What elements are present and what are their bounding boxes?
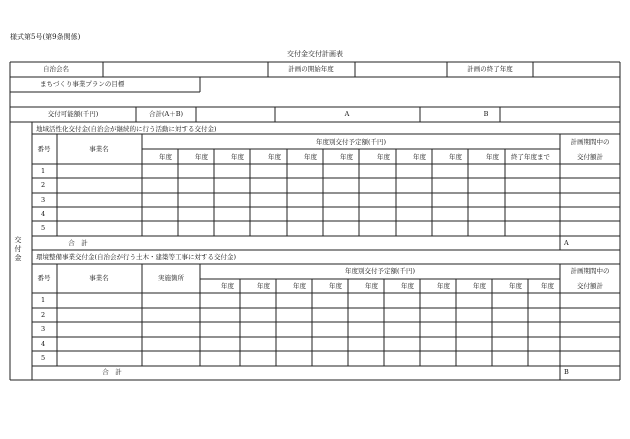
section1-row-number: 3 (41, 196, 46, 204)
plan-end-label: 計画の終了年度 (467, 65, 513, 73)
section1-col-period-2: 交付額計 (577, 153, 603, 161)
form-number: 様式第5号(第9条関係) (10, 33, 81, 41)
grant-amount-label: 交付可能額(千円) (47, 110, 99, 118)
section1-row-number: 1 (41, 167, 46, 175)
section2-row-number: 5 (41, 354, 46, 362)
section2-year-label: 年度 (437, 282, 450, 290)
section1-year-label: 年度 (413, 153, 426, 161)
page-title: 交付金交付計画表 (287, 50, 343, 58)
total-ab-label: 合計(A＋B) (148, 110, 184, 118)
municipality-label: 自治会名 (43, 65, 69, 73)
plan-start-label: 計画の開始年度 (288, 65, 334, 73)
section1-row-number: 2 (41, 181, 46, 189)
section2-row-number: 1 (41, 296, 46, 304)
side-label (14, 236, 22, 263)
section1-row-number: 5 (41, 224, 46, 232)
section2-year-label: 年度 (541, 282, 554, 290)
section2-row-number: 3 (41, 325, 46, 333)
section1-col-yearly: 年度別交付予定額(千円) (315, 138, 387, 146)
section2-year-label: 年度 (257, 282, 270, 290)
section1-row-number: 4 (41, 210, 46, 218)
section2-col-name: 事業名 (89, 274, 109, 282)
side-label-text: 交 付 金 (14, 236, 22, 262)
section2-total-label: 合 計 (102, 368, 122, 376)
section2-col-yearly: 年度別交付予定額(千円) (344, 267, 416, 275)
section2-year-label: 年度 (221, 282, 234, 290)
section1-year-label: 年度 (304, 153, 317, 161)
section1-year-label: 年度 (231, 153, 244, 161)
a-label: A (344, 110, 350, 118)
section1-col-name: 事業名 (89, 145, 109, 153)
section1-year-label: 年度 (195, 153, 208, 161)
section1-year-label: 年度 (449, 153, 462, 161)
section1-year-label: 年度 (268, 153, 281, 161)
section2-year-label: 年度 (401, 282, 414, 290)
section2-year-label: 年度 (509, 282, 522, 290)
section2-year-label: 年度 (473, 282, 486, 290)
section1-col-no: 番号 (37, 145, 51, 153)
section1-title: 地域活性化交付金(自治会が継続的に行う活動に対する交付金) (36, 125, 217, 133)
b-label: B (483, 110, 489, 118)
section1-year-label: 年度 (340, 153, 353, 161)
section2-year-label: 年度 (293, 282, 306, 290)
section2-year-label: 年度 (365, 282, 378, 290)
section1-year-label: 年度 (159, 153, 172, 161)
section1-year-label: 年度 (486, 153, 499, 161)
goal-label: まちづくり事業プランの目標 (40, 80, 125, 88)
section2-col-period-2: 交付額計 (577, 282, 603, 290)
section2-year-label: 年度 (329, 282, 342, 290)
section2-col-site: 実施箇所 (158, 274, 184, 282)
section2-total-mark: B (564, 368, 569, 376)
section2-row-number: 2 (41, 311, 46, 319)
section1-col-period-1: 計画期間中の (570, 138, 610, 146)
section1-total-mark: A (564, 239, 569, 247)
section2-row-number: 4 (41, 340, 46, 348)
section1-total-label: 合 計 (68, 239, 88, 247)
section1-year-label: 年度 (377, 153, 390, 161)
section2-col-period-1: 計画期間中の (570, 267, 610, 275)
section2-col-no: 番号 (37, 274, 51, 282)
section1-year-final: 終了年度まで (511, 153, 550, 161)
section2-title: 環境整備事業交付金(自治会が行う土木・建築等工事に対する交付金) (36, 253, 237, 261)
